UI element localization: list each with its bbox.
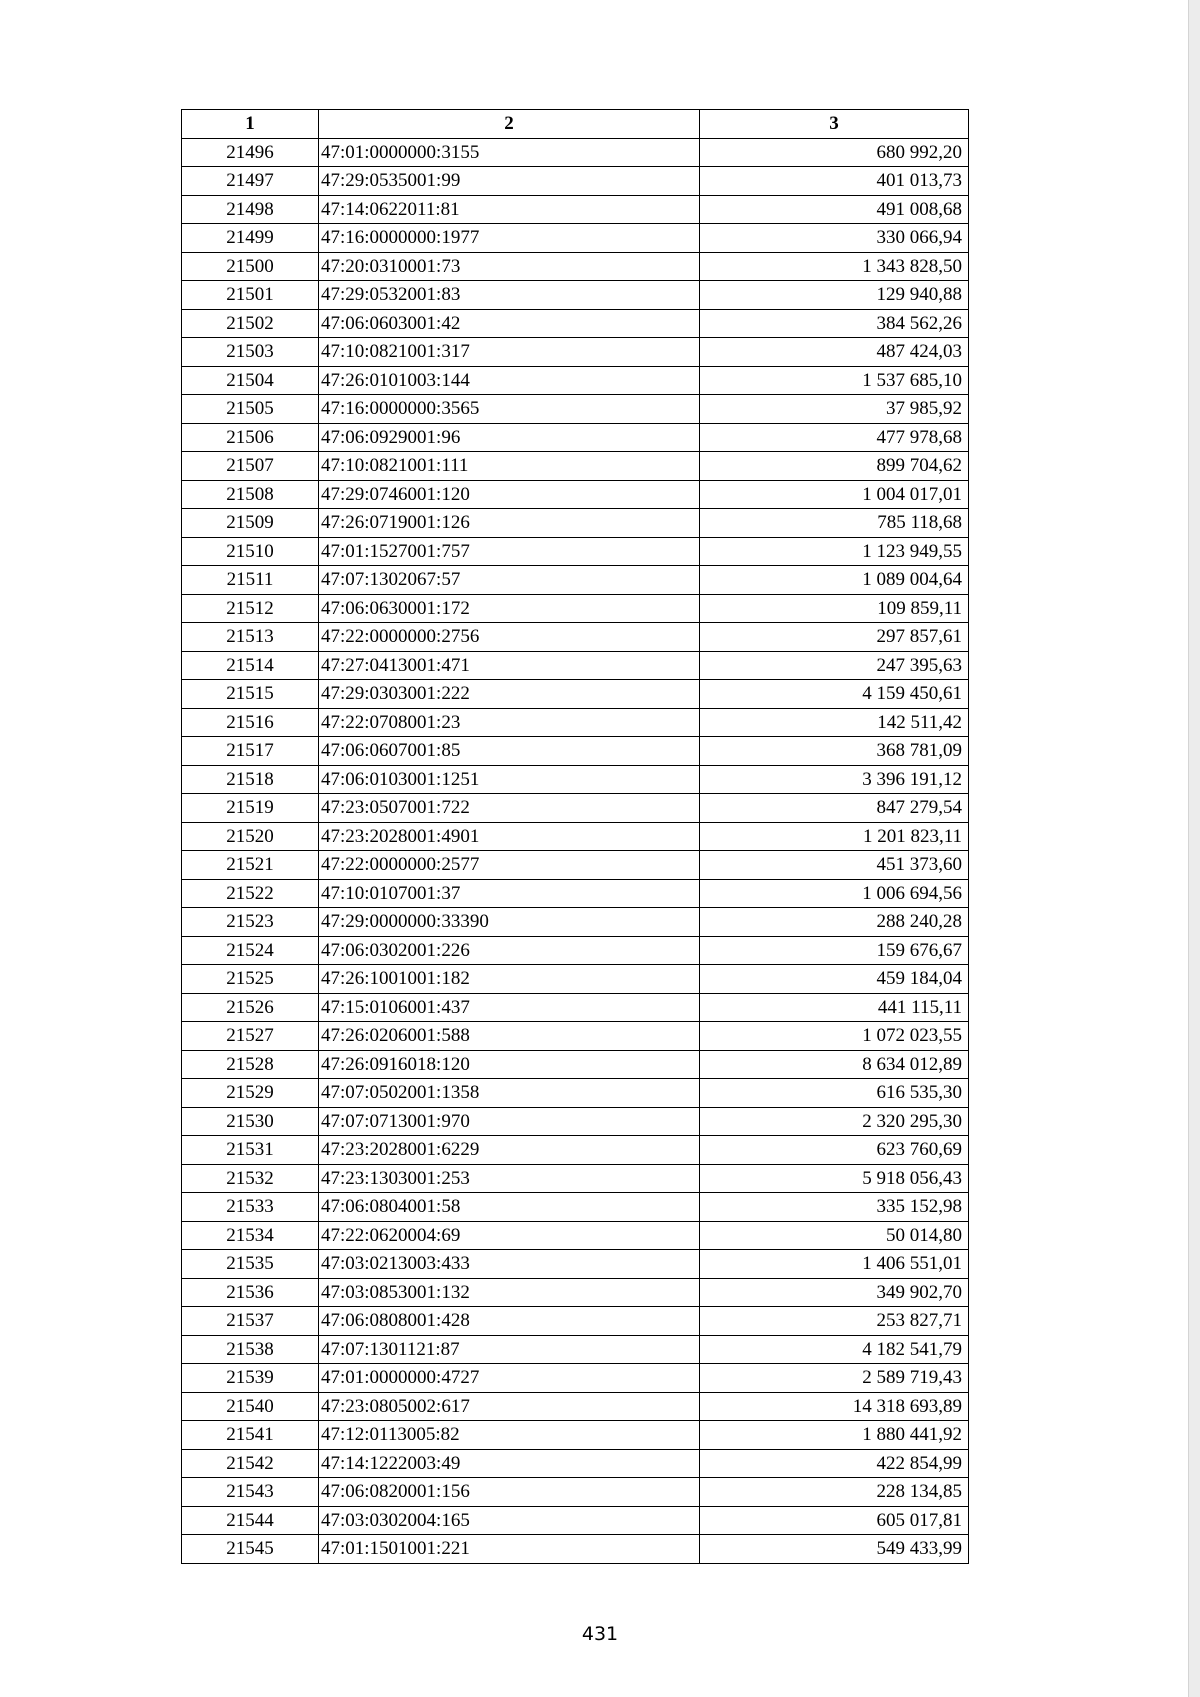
value-cell: 1 123 949,55 [700, 537, 969, 566]
table-row [182, 737, 969, 766]
cadastral-number-cell: 47:29:0303001:222 [319, 680, 700, 709]
cadastral-number-cell: 47:06:0808001:428 [319, 1307, 700, 1336]
cadastral-number-cell: 47:22:0708001:23 [319, 708, 700, 737]
row-number-cell: 21508 [182, 480, 319, 509]
value-cell: 368 781,09 [700, 737, 969, 766]
cadastral-number-cell: 47:01:0000000:4727 [319, 1364, 700, 1393]
cadastral-number-cell: 47:10:0821001:111 [319, 452, 700, 481]
row-number-cell: 21509 [182, 509, 319, 538]
row-number-cell: 21541 [182, 1421, 319, 1450]
row-number-cell: 21497 [182, 167, 319, 196]
cadastral-number-cell: 47:01:0000000:3155 [319, 138, 700, 167]
row-number-cell: 21498 [182, 195, 319, 224]
value-cell: 623 760,69 [700, 1136, 969, 1165]
cadastral-number-cell: 47:29:0532001:83 [319, 281, 700, 310]
cadastral-number-cell: 47:26:0101003:144 [319, 366, 700, 395]
table-row [182, 794, 969, 823]
table-row [182, 423, 969, 452]
cadastral-number-cell: 47:26:0719001:126 [319, 509, 700, 538]
cadastral-number-cell: 47:07:0502001:1358 [319, 1079, 700, 1108]
row-number-cell: 21519 [182, 794, 319, 823]
row-number-cell: 21530 [182, 1107, 319, 1136]
table-row [182, 1335, 969, 1364]
value-cell: 384 562,26 [700, 309, 969, 338]
cadastral-number-cell: 47:07:1302067:57 [319, 566, 700, 595]
row-number-cell: 21499 [182, 224, 319, 253]
value-cell: 4 159 450,61 [700, 680, 969, 709]
table-row [182, 480, 969, 509]
row-number-cell: 21544 [182, 1506, 319, 1535]
cadastral-number-cell: 47:29:0535001:99 [319, 167, 700, 196]
table-row [182, 138, 969, 167]
value-cell: 3 396 191,12 [700, 765, 969, 794]
row-number-cell: 21539 [182, 1364, 319, 1393]
cadastral-number-cell: 47:22:0000000:2577 [319, 851, 700, 880]
value-cell: 899 704,62 [700, 452, 969, 481]
row-number-cell: 21531 [182, 1136, 319, 1165]
row-number-cell: 21516 [182, 708, 319, 737]
row-number-cell: 21520 [182, 822, 319, 851]
value-cell: 1 006 694,56 [700, 879, 969, 908]
table-row [182, 338, 969, 367]
table-row [182, 1421, 969, 1450]
row-number-cell: 21536 [182, 1278, 319, 1307]
cadastral-number-cell: 47:03:0213003:433 [319, 1250, 700, 1279]
table-row [182, 680, 969, 709]
value-cell: 441 115,11 [700, 993, 969, 1022]
table-row [182, 908, 969, 937]
row-number-cell: 21537 [182, 1307, 319, 1336]
cadastral-number-cell: 47:06:0929001:96 [319, 423, 700, 452]
row-number-cell: 21506 [182, 423, 319, 452]
table-row [182, 281, 969, 310]
value-cell: 605 017,81 [700, 1506, 969, 1535]
table-row [182, 1535, 969, 1564]
cadastral-number-cell: 47:23:0805002:617 [319, 1392, 700, 1421]
table-row [182, 1364, 969, 1393]
value-cell: 349 902,70 [700, 1278, 969, 1307]
data-table [181, 109, 969, 1564]
cadastral-number-cell: 47:22:0620004:69 [319, 1221, 700, 1250]
cadastral-number-cell: 47:26:0206001:588 [319, 1022, 700, 1051]
row-number-cell: 21524 [182, 936, 319, 965]
value-cell: 680 992,20 [700, 138, 969, 167]
table-row [182, 1193, 969, 1222]
value-cell: 491 008,68 [700, 195, 969, 224]
cadastral-number-cell: 47:15:0106001:437 [319, 993, 700, 1022]
row-number-cell: 21543 [182, 1478, 319, 1507]
cadastral-number-cell: 47:26:0916018:120 [319, 1050, 700, 1079]
table-row [182, 1307, 969, 1336]
cadastral-number-cell: 47:20:0310001:73 [319, 252, 700, 281]
cadastral-number-cell: 47:06:0302001:226 [319, 936, 700, 965]
row-number-cell: 21513 [182, 623, 319, 652]
table-row [182, 509, 969, 538]
value-cell: 401 013,73 [700, 167, 969, 196]
value-cell: 1 089 004,64 [700, 566, 969, 595]
table-row [182, 309, 969, 338]
table-body [182, 138, 969, 1563]
row-number-cell: 21512 [182, 594, 319, 623]
table-row [182, 224, 969, 253]
header-col-3: 3 [700, 110, 969, 139]
table-row [182, 366, 969, 395]
table-row [182, 1079, 969, 1108]
table-row [182, 1022, 969, 1051]
value-cell: 37 985,92 [700, 395, 969, 424]
table-row [182, 395, 969, 424]
value-cell: 253 827,71 [700, 1307, 969, 1336]
cadastral-number-cell: 47:16:0000000:3565 [319, 395, 700, 424]
table-row [182, 1478, 969, 1507]
cadastral-number-cell: 47:03:0302004:165 [319, 1506, 700, 1535]
table-row [182, 708, 969, 737]
value-cell: 487 424,03 [700, 338, 969, 367]
row-number-cell: 21538 [182, 1335, 319, 1364]
value-cell: 847 279,54 [700, 794, 969, 823]
cadastral-number-cell: 47:06:0630001:172 [319, 594, 700, 623]
table-row [182, 1449, 969, 1478]
cadastral-number-cell: 47:16:0000000:1977 [319, 224, 700, 253]
row-number-cell: 21521 [182, 851, 319, 880]
value-cell: 8 634 012,89 [700, 1050, 969, 1079]
row-number-cell: 21532 [182, 1164, 319, 1193]
row-number-cell: 21526 [182, 993, 319, 1022]
row-number-cell: 21502 [182, 309, 319, 338]
cadastral-number-cell: 47:27:0413001:471 [319, 651, 700, 680]
value-cell: 422 854,99 [700, 1449, 969, 1478]
row-number-cell: 21507 [182, 452, 319, 481]
cadastral-number-cell: 47:29:0000000:33390 [319, 908, 700, 937]
table-row [182, 1250, 969, 1279]
table-row [182, 252, 969, 281]
table-row [182, 537, 969, 566]
value-cell: 616 535,30 [700, 1079, 969, 1108]
cadastral-number-cell: 47:12:0113005:82 [319, 1421, 700, 1450]
value-cell: 549 433,99 [700, 1535, 969, 1564]
cadastral-number-cell: 47:26:1001001:182 [319, 965, 700, 994]
cadastral-number-cell: 47:14:1222003:49 [319, 1449, 700, 1478]
table-row [182, 195, 969, 224]
table-row [182, 1506, 969, 1535]
table-row [182, 1164, 969, 1193]
table-row [182, 879, 969, 908]
table-row [182, 566, 969, 595]
value-cell: 335 152,98 [700, 1193, 969, 1222]
value-cell: 1 406 551,01 [700, 1250, 969, 1279]
cadastral-number-cell: 47:06:0820001:156 [319, 1478, 700, 1507]
table-row [182, 167, 969, 196]
row-number-cell: 21505 [182, 395, 319, 424]
cadastral-number-cell: 47:23:2028001:6229 [319, 1136, 700, 1165]
cadastral-number-cell: 47:29:0746001:120 [319, 480, 700, 509]
value-cell: 451 373,60 [700, 851, 969, 880]
row-number-cell: 21540 [182, 1392, 319, 1421]
header-col-1: 1 [182, 110, 319, 139]
cadastral-number-cell: 47:06:0103001:1251 [319, 765, 700, 794]
row-number-cell: 21527 [182, 1022, 319, 1051]
value-cell: 247 395,63 [700, 651, 969, 680]
value-cell: 330 066,94 [700, 224, 969, 253]
row-number-cell: 21525 [182, 965, 319, 994]
cadastral-number-cell: 47:23:2028001:4901 [319, 822, 700, 851]
value-cell: 1 201 823,11 [700, 822, 969, 851]
cadastral-number-cell: 47:10:0107001:37 [319, 879, 700, 908]
table-row [182, 765, 969, 794]
row-number-cell: 21545 [182, 1535, 319, 1564]
cadastral-number-cell: 47:06:0607001:85 [319, 737, 700, 766]
table-row [182, 1136, 969, 1165]
table-row [182, 822, 969, 851]
table-row [182, 651, 969, 680]
cadastral-number-cell: 47:06:0804001:58 [319, 1193, 700, 1222]
row-number-cell: 21517 [182, 737, 319, 766]
row-number-cell: 21503 [182, 338, 319, 367]
cadastral-number-cell: 47:01:1501001:221 [319, 1535, 700, 1564]
row-number-cell: 21528 [182, 1050, 319, 1079]
table-row [182, 851, 969, 880]
row-number-cell: 21511 [182, 566, 319, 595]
value-cell: 1 072 023,55 [700, 1022, 969, 1051]
value-cell: 1 343 828,50 [700, 252, 969, 281]
value-cell: 2 320 295,30 [700, 1107, 969, 1136]
cadastral-number-cell: 47:06:0603001:42 [319, 309, 700, 338]
table-row [182, 594, 969, 623]
table-row [182, 452, 969, 481]
table-row [182, 936, 969, 965]
table-row [182, 1050, 969, 1079]
value-cell: 297 857,61 [700, 623, 969, 652]
row-number-cell: 21542 [182, 1449, 319, 1478]
value-cell: 288 240,28 [700, 908, 969, 937]
cadastral-number-cell: 47:22:0000000:2756 [319, 623, 700, 652]
row-number-cell: 21501 [182, 281, 319, 310]
table-row [182, 1278, 969, 1307]
value-cell: 5 918 056,43 [700, 1164, 969, 1193]
value-cell: 477 978,68 [700, 423, 969, 452]
row-number-cell: 21515 [182, 680, 319, 709]
header-row [182, 110, 969, 139]
value-cell: 4 182 541,79 [700, 1335, 969, 1364]
row-number-cell: 21504 [182, 366, 319, 395]
cadastral-number-cell: 47:23:0507001:722 [319, 794, 700, 823]
table-row [182, 993, 969, 1022]
cadastral-number-cell: 47:23:1303001:253 [319, 1164, 700, 1193]
row-number-cell: 21510 [182, 537, 319, 566]
value-cell: 142 511,42 [700, 708, 969, 737]
table-row [182, 1221, 969, 1250]
table-row [182, 1107, 969, 1136]
value-cell: 109 859,11 [700, 594, 969, 623]
cadastral-number-cell: 47:03:0853001:132 [319, 1278, 700, 1307]
row-number-cell: 21534 [182, 1221, 319, 1250]
value-cell: 785 118,68 [700, 509, 969, 538]
header-col-2: 2 [319, 110, 700, 139]
cadastral-number-cell: 47:07:0713001:970 [319, 1107, 700, 1136]
row-number-cell: 21535 [182, 1250, 319, 1279]
row-number-cell: 21529 [182, 1079, 319, 1108]
cadastral-number-cell: 47:14:0622011:81 [319, 195, 700, 224]
cadastral-number-cell: 47:10:0821001:317 [319, 338, 700, 367]
value-cell: 1 004 017,01 [700, 480, 969, 509]
value-cell: 129 940,88 [700, 281, 969, 310]
value-cell: 14 318 693,89 [700, 1392, 969, 1421]
value-cell: 50 014,80 [700, 1221, 969, 1250]
row-number-cell: 21514 [182, 651, 319, 680]
row-number-cell: 21533 [182, 1193, 319, 1222]
cadastral-number-cell: 47:07:1301121:87 [319, 1335, 700, 1364]
value-cell: 159 676,67 [700, 936, 969, 965]
value-cell: 1 537 685,10 [700, 366, 969, 395]
row-number-cell: 21500 [182, 252, 319, 281]
value-cell: 459 184,04 [700, 965, 969, 994]
table-row [182, 623, 969, 652]
row-number-cell: 21522 [182, 879, 319, 908]
table-row [182, 1392, 969, 1421]
table-row [182, 965, 969, 994]
page-number: 431 [581, 1623, 619, 1645]
value-cell: 228 134,85 [700, 1478, 969, 1507]
row-number-cell: 21523 [182, 908, 319, 937]
value-cell: 2 589 719,43 [700, 1364, 969, 1393]
value-cell: 1 880 441,92 [700, 1421, 969, 1450]
page-edge-strip [1188, 0, 1200, 1697]
row-number-cell: 21496 [182, 138, 319, 167]
row-number-cell: 21518 [182, 765, 319, 794]
cadastral-number-cell: 47:01:1527001:757 [319, 537, 700, 566]
